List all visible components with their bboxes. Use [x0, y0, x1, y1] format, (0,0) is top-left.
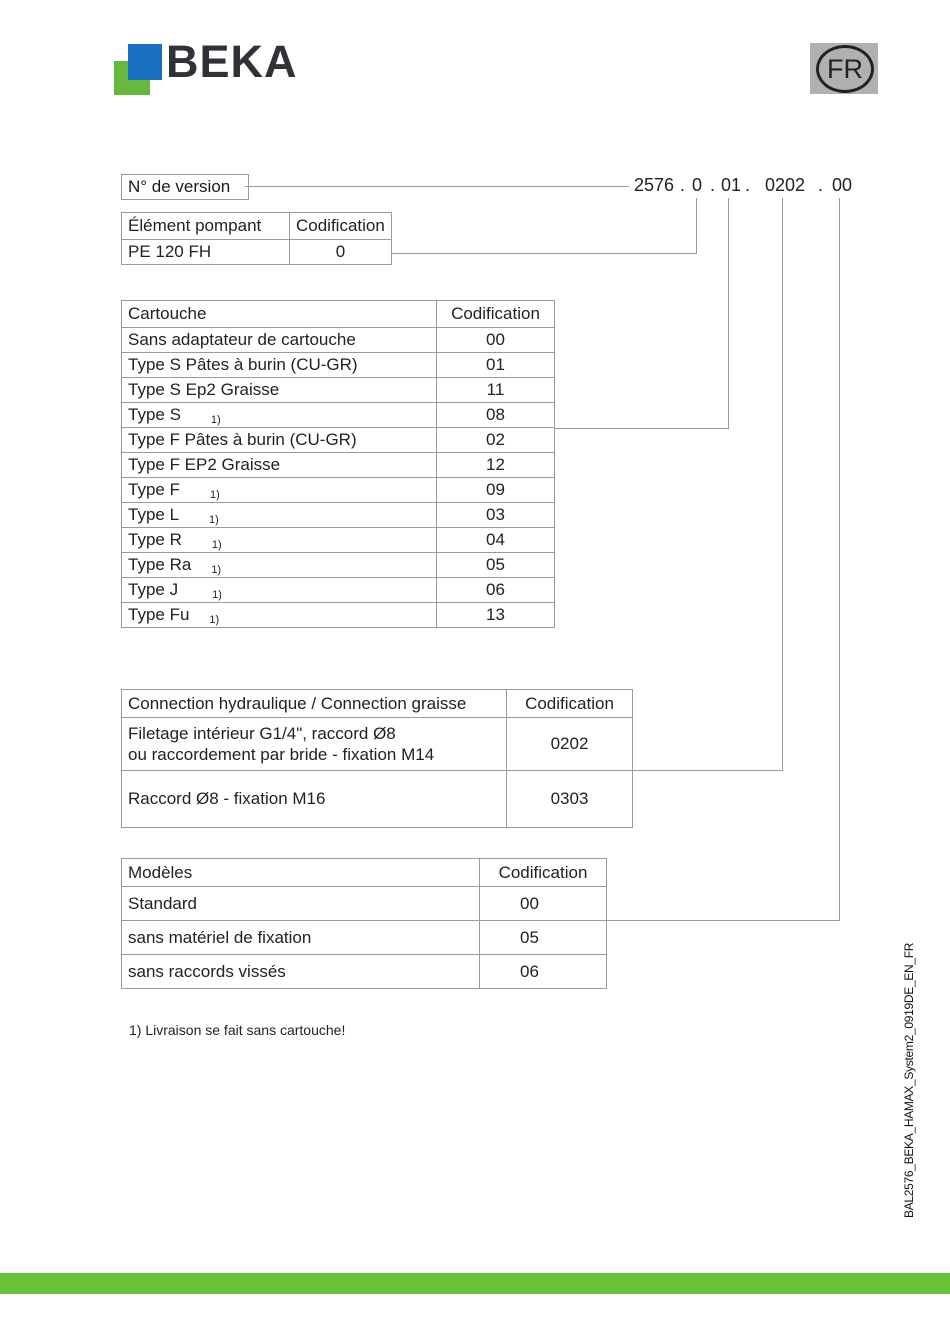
- table-row: [122, 859, 607, 887]
- connector-model-v: [839, 198, 840, 921]
- table-cell: [122, 328, 437, 353]
- table-header: Codification: [507, 690, 633, 718]
- table-cell: 09: [437, 478, 555, 503]
- table-row: [122, 955, 607, 989]
- cell-line: ou raccordement par bride - fixation M14: [128, 745, 435, 764]
- cell-label: Type R: [128, 529, 182, 549]
- cell-label: Sans adaptateur de cartouche: [128, 330, 356, 349]
- code-part-model: 00: [832, 175, 853, 195]
- connection-table: [121, 689, 633, 828]
- table-row: [122, 240, 392, 265]
- table-cell: [122, 718, 507, 771]
- table-header: Modèles: [122, 859, 480, 887]
- table-cell: [122, 578, 437, 603]
- code-dot-4: .: [818, 175, 824, 195]
- table-cell: 0: [290, 240, 392, 265]
- connector-pump-h: [392, 253, 697, 254]
- code-part-cartridge: 01: [721, 175, 742, 195]
- table-row: [122, 428, 555, 453]
- connector-cartridge-h: [555, 428, 729, 429]
- table-cell: 11: [437, 378, 555, 403]
- table-row: [122, 403, 555, 428]
- table-cell: 08: [437, 403, 555, 428]
- version-label: N° de version: [121, 174, 249, 200]
- cell-label: Type F: [128, 479, 180, 499]
- table-row: [122, 503, 555, 528]
- table-cell: PE 120 FH: [122, 240, 290, 265]
- table-row: [122, 690, 633, 718]
- table-cell: [122, 378, 437, 403]
- table-row: [122, 578, 555, 603]
- cell-label: Type F Pâtes à burin (CU-GR): [128, 430, 357, 449]
- table-cell: [122, 353, 437, 378]
- table-row: [122, 353, 555, 378]
- table-cell: sans matériel de fixation: [122, 921, 480, 955]
- cell-label: Type S Pâtes à burin (CU-GR): [128, 355, 358, 374]
- table-cell: 0303: [507, 771, 633, 828]
- footnote-marker: 1): [211, 563, 222, 576]
- table-header: Codification: [437, 301, 555, 328]
- table-cell: 00: [437, 328, 555, 353]
- table-row: [122, 553, 555, 578]
- table-header: Élément pompant: [122, 213, 290, 240]
- code-dot-3: .: [745, 175, 751, 195]
- table-cell: [122, 503, 437, 528]
- table-row: [122, 887, 607, 921]
- connector-pump-v: [696, 198, 697, 254]
- code-part-connection: 0202: [765, 175, 806, 195]
- table-row: [122, 478, 555, 503]
- code-dot-1: .: [680, 175, 686, 195]
- cartridge-table: [121, 300, 555, 628]
- table-cell: 02: [437, 428, 555, 453]
- table-cell: 01: [437, 353, 555, 378]
- cell-label: Type F EP2 Graisse: [128, 455, 281, 474]
- footnote-marker: 1): [210, 413, 221, 426]
- table-row: [122, 453, 555, 478]
- table-row: [122, 328, 555, 353]
- footnote-marker: 1): [211, 538, 222, 551]
- table-row: [122, 718, 633, 771]
- cell-label: Type S: [128, 404, 181, 424]
- table-cell: [122, 478, 437, 503]
- code-part-pump: 0: [692, 175, 703, 195]
- footnote-marker: 1): [212, 588, 222, 601]
- table-cell: [122, 553, 437, 578]
- table-cell: 0202: [507, 718, 633, 771]
- language-badge: [810, 43, 878, 94]
- language-badge-label: FR: [816, 45, 874, 93]
- table-cell: 03: [437, 503, 555, 528]
- code-part-base: 2576: [634, 175, 675, 195]
- table-cell: 05: [480, 921, 607, 955]
- table-cell: 06: [437, 578, 555, 603]
- table-row: [122, 301, 555, 328]
- table-row: [122, 771, 633, 828]
- table-cell: [122, 403, 437, 428]
- cell-label: Type J: [128, 579, 179, 599]
- document-id-label: BAL2576_BEKA_HAMAX_System2_0919DE_EN_FR: [902, 942, 916, 1218]
- table-cell: 00: [480, 887, 607, 921]
- table-cell: Raccord Ø8 - fixation M16: [122, 771, 507, 828]
- models-table: [121, 858, 607, 989]
- cell-label: Type S Ep2 Graisse: [128, 380, 280, 399]
- table-cell: 06: [480, 955, 607, 989]
- table-cell: sans raccords vissés: [122, 955, 480, 989]
- table-cell: [122, 528, 437, 553]
- table-header: Cartouche: [122, 301, 437, 328]
- footnote-marker: 1): [209, 613, 220, 626]
- cell-label: Type Ra: [128, 554, 192, 574]
- table-cell: Standard: [122, 887, 480, 921]
- connector-model-h: [607, 920, 840, 921]
- table-cell: [122, 453, 437, 478]
- table-row: [122, 378, 555, 403]
- code-dot-2: .: [710, 175, 716, 195]
- footnote-marker: 1): [209, 488, 220, 501]
- table-row: [122, 528, 555, 553]
- footnote-marker: 1): [209, 513, 219, 526]
- footer-green-bar: [0, 1273, 950, 1294]
- table-cell: 12: [437, 453, 555, 478]
- logo-blue-square: [128, 44, 162, 80]
- footnote: 1) Livraison se fait sans cartouche!: [129, 1022, 346, 1038]
- table-row: [122, 213, 392, 240]
- table-cell: [122, 603, 437, 628]
- table-header: Codification: [480, 859, 607, 887]
- connector-cartridge-v: [728, 198, 729, 429]
- table-header: Codification: [290, 213, 392, 240]
- connector-version: [245, 186, 629, 187]
- cell-label: Type L: [128, 504, 180, 524]
- connector-connection-h: [633, 770, 783, 771]
- table-cell: 04: [437, 528, 555, 553]
- table-row: [122, 603, 555, 628]
- table-header: Connection hydraulique / Connection graisse: [122, 690, 507, 718]
- table-cell: [122, 428, 437, 453]
- logo-text: BEKA: [166, 36, 298, 87]
- connector-connection-v: [782, 198, 783, 771]
- table-cell: 13: [437, 603, 555, 628]
- cell-line: Filetage intérieur G1/4", raccord Ø8: [128, 724, 396, 743]
- table-row: [122, 921, 607, 955]
- pump-table: [121, 212, 392, 265]
- cell-label: Type Fu: [128, 604, 190, 624]
- table-cell: 05: [437, 553, 555, 578]
